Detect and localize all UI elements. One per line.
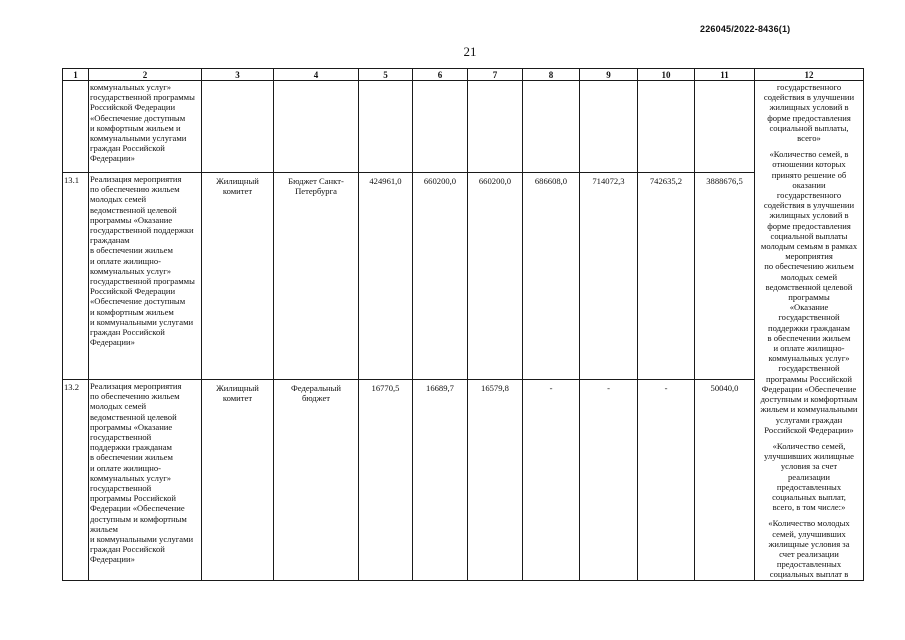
column-header: 7 — [468, 69, 523, 81]
column-header: 3 — [202, 69, 274, 81]
document-number: 226045/2022-8436(1) — [700, 24, 791, 34]
indicator-text-1: государственного содействия в улучшении жилищных условий в форме предоставления социальной выплаты, всего» — [763, 82, 855, 144]
column-header: 2 — [89, 69, 202, 81]
column-header: 12 — [755, 69, 864, 81]
value-cell: 660200,0 — [413, 173, 468, 380]
table-row — [63, 173, 864, 380]
row-number: 13.2 — [63, 380, 89, 581]
activity-name: Реализация мероприятия по обеспечению жильем молодых семей ведомственной целевой программы «Оказание государственной поддержки гражданам в обеспечении жильем и оплате жилищно- коммунальных услуг» государственной программы Российской Федерации «Обеспечение доступным и комфортным жильем и коммунальными услугами граждан Российской Федерации» — [90, 174, 195, 348]
value-cell: 3888676,5 — [695, 173, 755, 380]
value-cell: 742635,2 — [638, 173, 695, 380]
value-cell: 424961,0 — [359, 173, 413, 380]
indicator-cell — [755, 81, 864, 581]
column-header: 11 — [695, 69, 755, 81]
funding-source: Федеральный бюджет — [274, 380, 359, 581]
column-header: 4 — [274, 69, 359, 81]
value-cell: 16689,7 — [413, 380, 468, 581]
column-header: 1 — [63, 69, 89, 81]
executor: Жилищный комитет — [202, 380, 274, 581]
value-cell: 660200,0 — [468, 173, 523, 380]
indicator-text-2: «Количество семей, в отношении которых принято решение об оказании государственного содействия в улучшении жилищных условий в форме предоставления социальной выплаты молодым семьям в рамках мероприятия по обеспечению жильем молодых семей ведомственной целевой программы «Оказание государственной поддержки гражданам в обеспечении жильем и оплате жилищно- коммунальных услуг» государственной программы Российской Федерации «Обеспечение доступным и комфортным жильем и коммунальными услугами граждан Российской Федерации» — [760, 149, 858, 435]
value-cell: 16579,8 — [468, 380, 523, 581]
continuation-name: коммунальных услуг» государственной программы Российской Федерации «Обеспечение доступным и комфортным жильем и коммунальными услугами граждан Российской Федерации» — [90, 82, 195, 164]
value-cell: 686608,0 — [523, 173, 580, 380]
value-cell: - — [523, 380, 580, 581]
value-cell: 50040,0 — [695, 380, 755, 581]
indicator-text-4: «Количество молодых семей, улучшивших жилищные условия за счет реализации предоставленных социальных выплат в — [768, 518, 850, 580]
page-number: 21 — [463, 44, 477, 59]
indicator-text-3: «Количество семей, улучшивших жилищные условия за счет реализации предоставленных социальных выплат, всего, в том числе:» — [764, 440, 854, 513]
value-cell: - — [638, 380, 695, 581]
table-row-continuation — [63, 81, 864, 173]
column-header: 10 — [638, 69, 695, 81]
activity-name: Реализация мероприятия по обеспечению жильем молодых семей ведомственной целевой программы «Оказание государственной поддержки гражданам в обеспечении жильем и оплате жилищно- коммунальных услуг» государственной программы Российской Федерации «Обеспечение доступным и комфортным жильем и коммунальными услугами граждан Российской Федерации» — [90, 381, 194, 565]
table-header-row — [63, 69, 864, 81]
value-cell: 714072,3 — [580, 173, 638, 380]
value-cell: 16770,5 — [359, 380, 413, 581]
column-header: 6 — [413, 69, 468, 81]
column-header: 8 — [523, 69, 580, 81]
value-cell: - — [580, 380, 638, 581]
budget-table — [62, 68, 864, 581]
column-header: 5 — [359, 69, 413, 81]
row-number: 13.1 — [63, 173, 89, 380]
funding-source: Бюджет Санкт-Петербурга — [274, 173, 359, 380]
table-row — [63, 380, 864, 581]
column-header: 9 — [580, 69, 638, 81]
executor: Жилищный комитет — [202, 173, 274, 380]
